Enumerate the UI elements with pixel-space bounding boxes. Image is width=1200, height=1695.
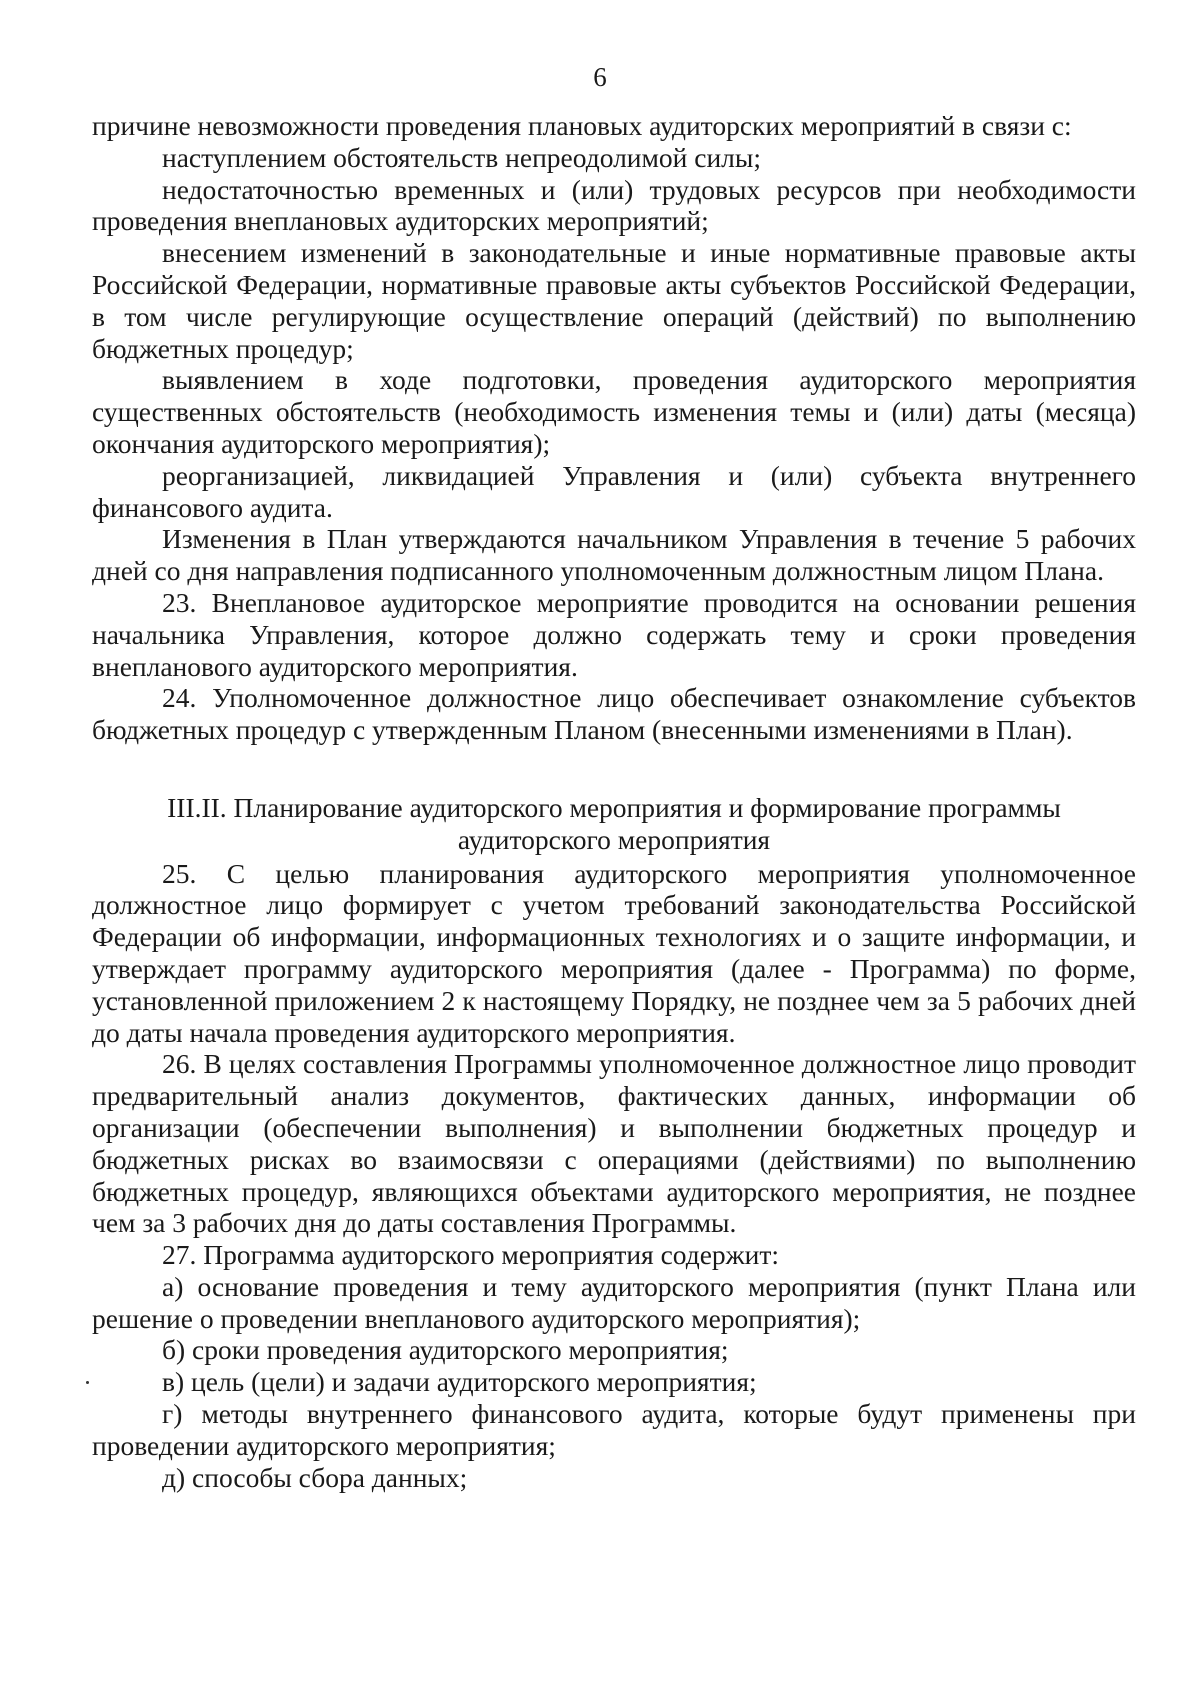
- list-item-v: в) цель (цели) и задачи аудиторского мероприятия;: [162, 1366, 757, 1398]
- paragraph: реорганизацией, ликвидацией Управления и (или) субъекта внутреннего финансового аудита.: [92, 459, 1136, 523]
- section-heading: III.II. Планирование аудиторского мероприятия и формирование программы аудиторского мероприятия: [167, 791, 1061, 855]
- paragraph: выявлением в ходе подготовки, проведения аудиторского мероприятия существенных обстоятельств (необходимость изменения темы и (или) даты (месяца) окончания аудиторского мероприятия);: [92, 364, 1136, 459]
- scan-speck: [86, 1381, 89, 1384]
- page-number: 6: [593, 62, 607, 92]
- list-item-g: г) методы внутреннего финансового аудита, которые будут применены при проведении аудиторского мероприятия;: [92, 1398, 1136, 1461]
- paragraph: наступлением обстоятельств непреодолимой силы;: [162, 141, 762, 173]
- list-item-d: д) способы сбора данных;: [162, 1461, 468, 1493]
- paragraph: внесением изменений в законодательные и иные нормативные правовые акты Российской Федерации, нормативные правовые акты субъектов Российской Федерации, в том числе регулирующие осуществление операций (действий) по выполнению бюджетных процедур;: [92, 237, 1136, 364]
- paragraph-item-26: 26. В целях составления Программы уполномоченное должностное лицо проводит предварительный анализ документов, фактических данных, информации об организации (обеспечении выполнения) и выполнении бюджетных процедур и бюджетных рисках во взаимосвязи с операциями (действиями) по выполнению бюджетных процедур, являющихся объектами аудиторского мероприятия, не позднее чем за 3 рабочих дня до даты составления Программы.: [92, 1048, 1136, 1239]
- list-item-a: а) основание проведения и тему аудиторского мероприятия (пункт Плана или решение о проведении внепланового аудиторского мероприятия);: [92, 1270, 1136, 1334]
- paragraph-item-25: 25. С целью планирования аудиторского мероприятия уполномоченное должностное лицо формирует с учетом требований законодательства Российской Федерации об информации, информационных технологиях и о защите информации, и утверждает программу аудиторского мероприятия (далее - Программа) по форме, установленной приложением 2 к настоящему Порядку, не позднее чем за 5 рабочих дней до даты начала проведения аудиторского мероприятия.: [92, 857, 1136, 1048]
- paragraph: Изменения в План утверждаются начальником Управления в течение 5 рабочих дней со дня направления подписанного уполномоченным должностным лицом Плана.: [92, 523, 1136, 587]
- paragraph-item-23: 23. Внеплановое аудиторское мероприятие проводится на основании решения начальника Управления, которое должно содержать тему и сроки проведения внепланового аудиторского мероприятия.: [92, 586, 1136, 682]
- document-body: [92, 110, 1136, 1493]
- paragraph: недостаточностью временных и (или) трудовых ресурсов при необходимости проведения внеплановых аудиторских мероприятий;: [92, 173, 1136, 237]
- paragraph-item-27: 27. Программа аудиторского мероприятия содержит:: [162, 1239, 780, 1271]
- paragraph-item-24: 24. Уполномоченное должностное лицо обеспечивает ознакомление субъектов бюджетных процедур с утвержденным Планом (внесенными изменениями в План).: [92, 682, 1136, 746]
- paragraph: причине невозможности проведения плановых аудиторских мероприятий в связи с:: [92, 110, 1072, 141]
- list-item-b: б) сроки проведения аудиторского мероприятия;: [162, 1334, 729, 1366]
